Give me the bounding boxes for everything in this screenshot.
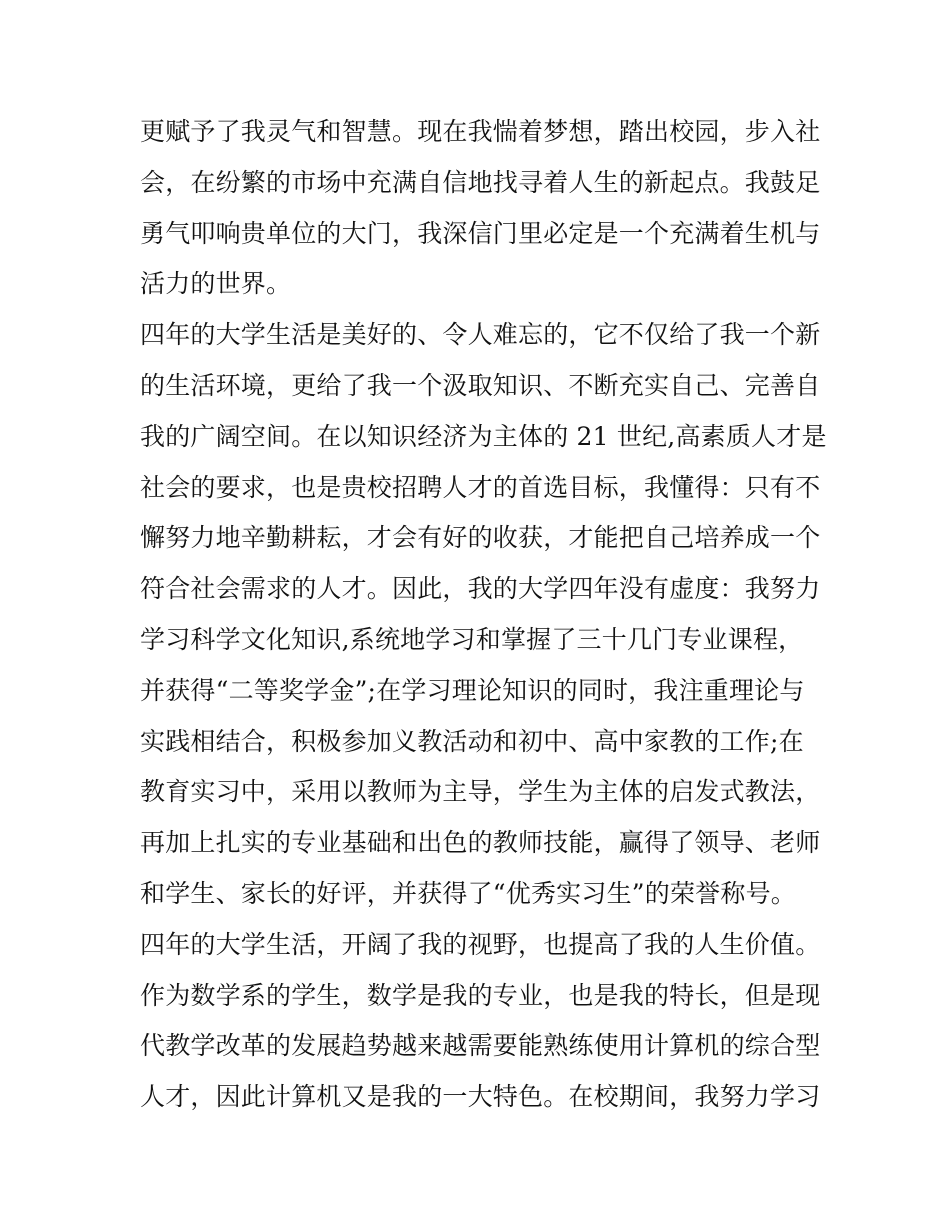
text-line: 代教学改革的发展趋势越来越需要能熟练使用计算机的综合型 bbox=[140, 1031, 821, 1061]
text-line: 实践相结合，积极参加义教活动和初中、高中家教的工作;在 bbox=[140, 726, 804, 756]
text-line: 四年的大学生活，开阔了我的视野，也提高了我的人生价值。 bbox=[140, 929, 821, 959]
text-line: 符合社会需求的人才。因此，我的大学四年没有虚度：我努力 bbox=[140, 574, 821, 604]
text-line: 勇气叩响贵单位的大门，我深信门里必定是一个充满着生机与 bbox=[140, 218, 821, 248]
text-line: 的生活环境，更给了我一个汲取知识、不断充实自己、完善自 bbox=[140, 370, 821, 400]
text-line: 作为数学系的学生，数学是我的专业，也是我的特长，但是现 bbox=[140, 980, 821, 1010]
text-line: 和学生、家长的好评，并获得了“优秀实习生”的荣誉称号。 bbox=[140, 878, 796, 908]
text-line: 学习科学文化知识,系统地学习和掌握了三十几门专业课程， bbox=[140, 624, 804, 654]
text-line: 更赋予了我灵气和智慧。现在我惴着梦想，踏出校园，步入社 bbox=[140, 117, 821, 146]
text-line: 人才，因此计算机又是我的一大特色。在校期间，我努力学习 bbox=[140, 1082, 821, 1112]
text-line: 会，在纷繁的市场中充满自信地找寻着人生的新起点。我鼓足 bbox=[140, 167, 821, 197]
text-line: 我的广阔空间。在以知识经济为主体的 21 世纪,高素质人才是 bbox=[140, 421, 827, 451]
text-line: 四年的大学生活是美好的、令人难忘的，它不仅给了我一个新 bbox=[140, 320, 821, 350]
text-line: 教育实习中，采用以教师为主导，学生为主体的启发式教法， bbox=[140, 777, 821, 807]
body-text bbox=[140, 107, 830, 1123]
text-line: 活力的世界。 bbox=[140, 269, 292, 299]
text-line: 懈努力地辛勤耕耘，才会有好的收获，才能把自己培养成一个 bbox=[140, 523, 821, 553]
text-line: 并获得“二等奖学金”;在学习理论知识的同时，我注重理论与 bbox=[140, 675, 805, 705]
text-line: 社会的要求，也是贵校招聘人才的首选目标，我懂得：只有不 bbox=[140, 472, 821, 502]
text-line: 再加上扎实的专业基础和出色的教师技能，赢得了领导、老师 bbox=[140, 828, 821, 858]
